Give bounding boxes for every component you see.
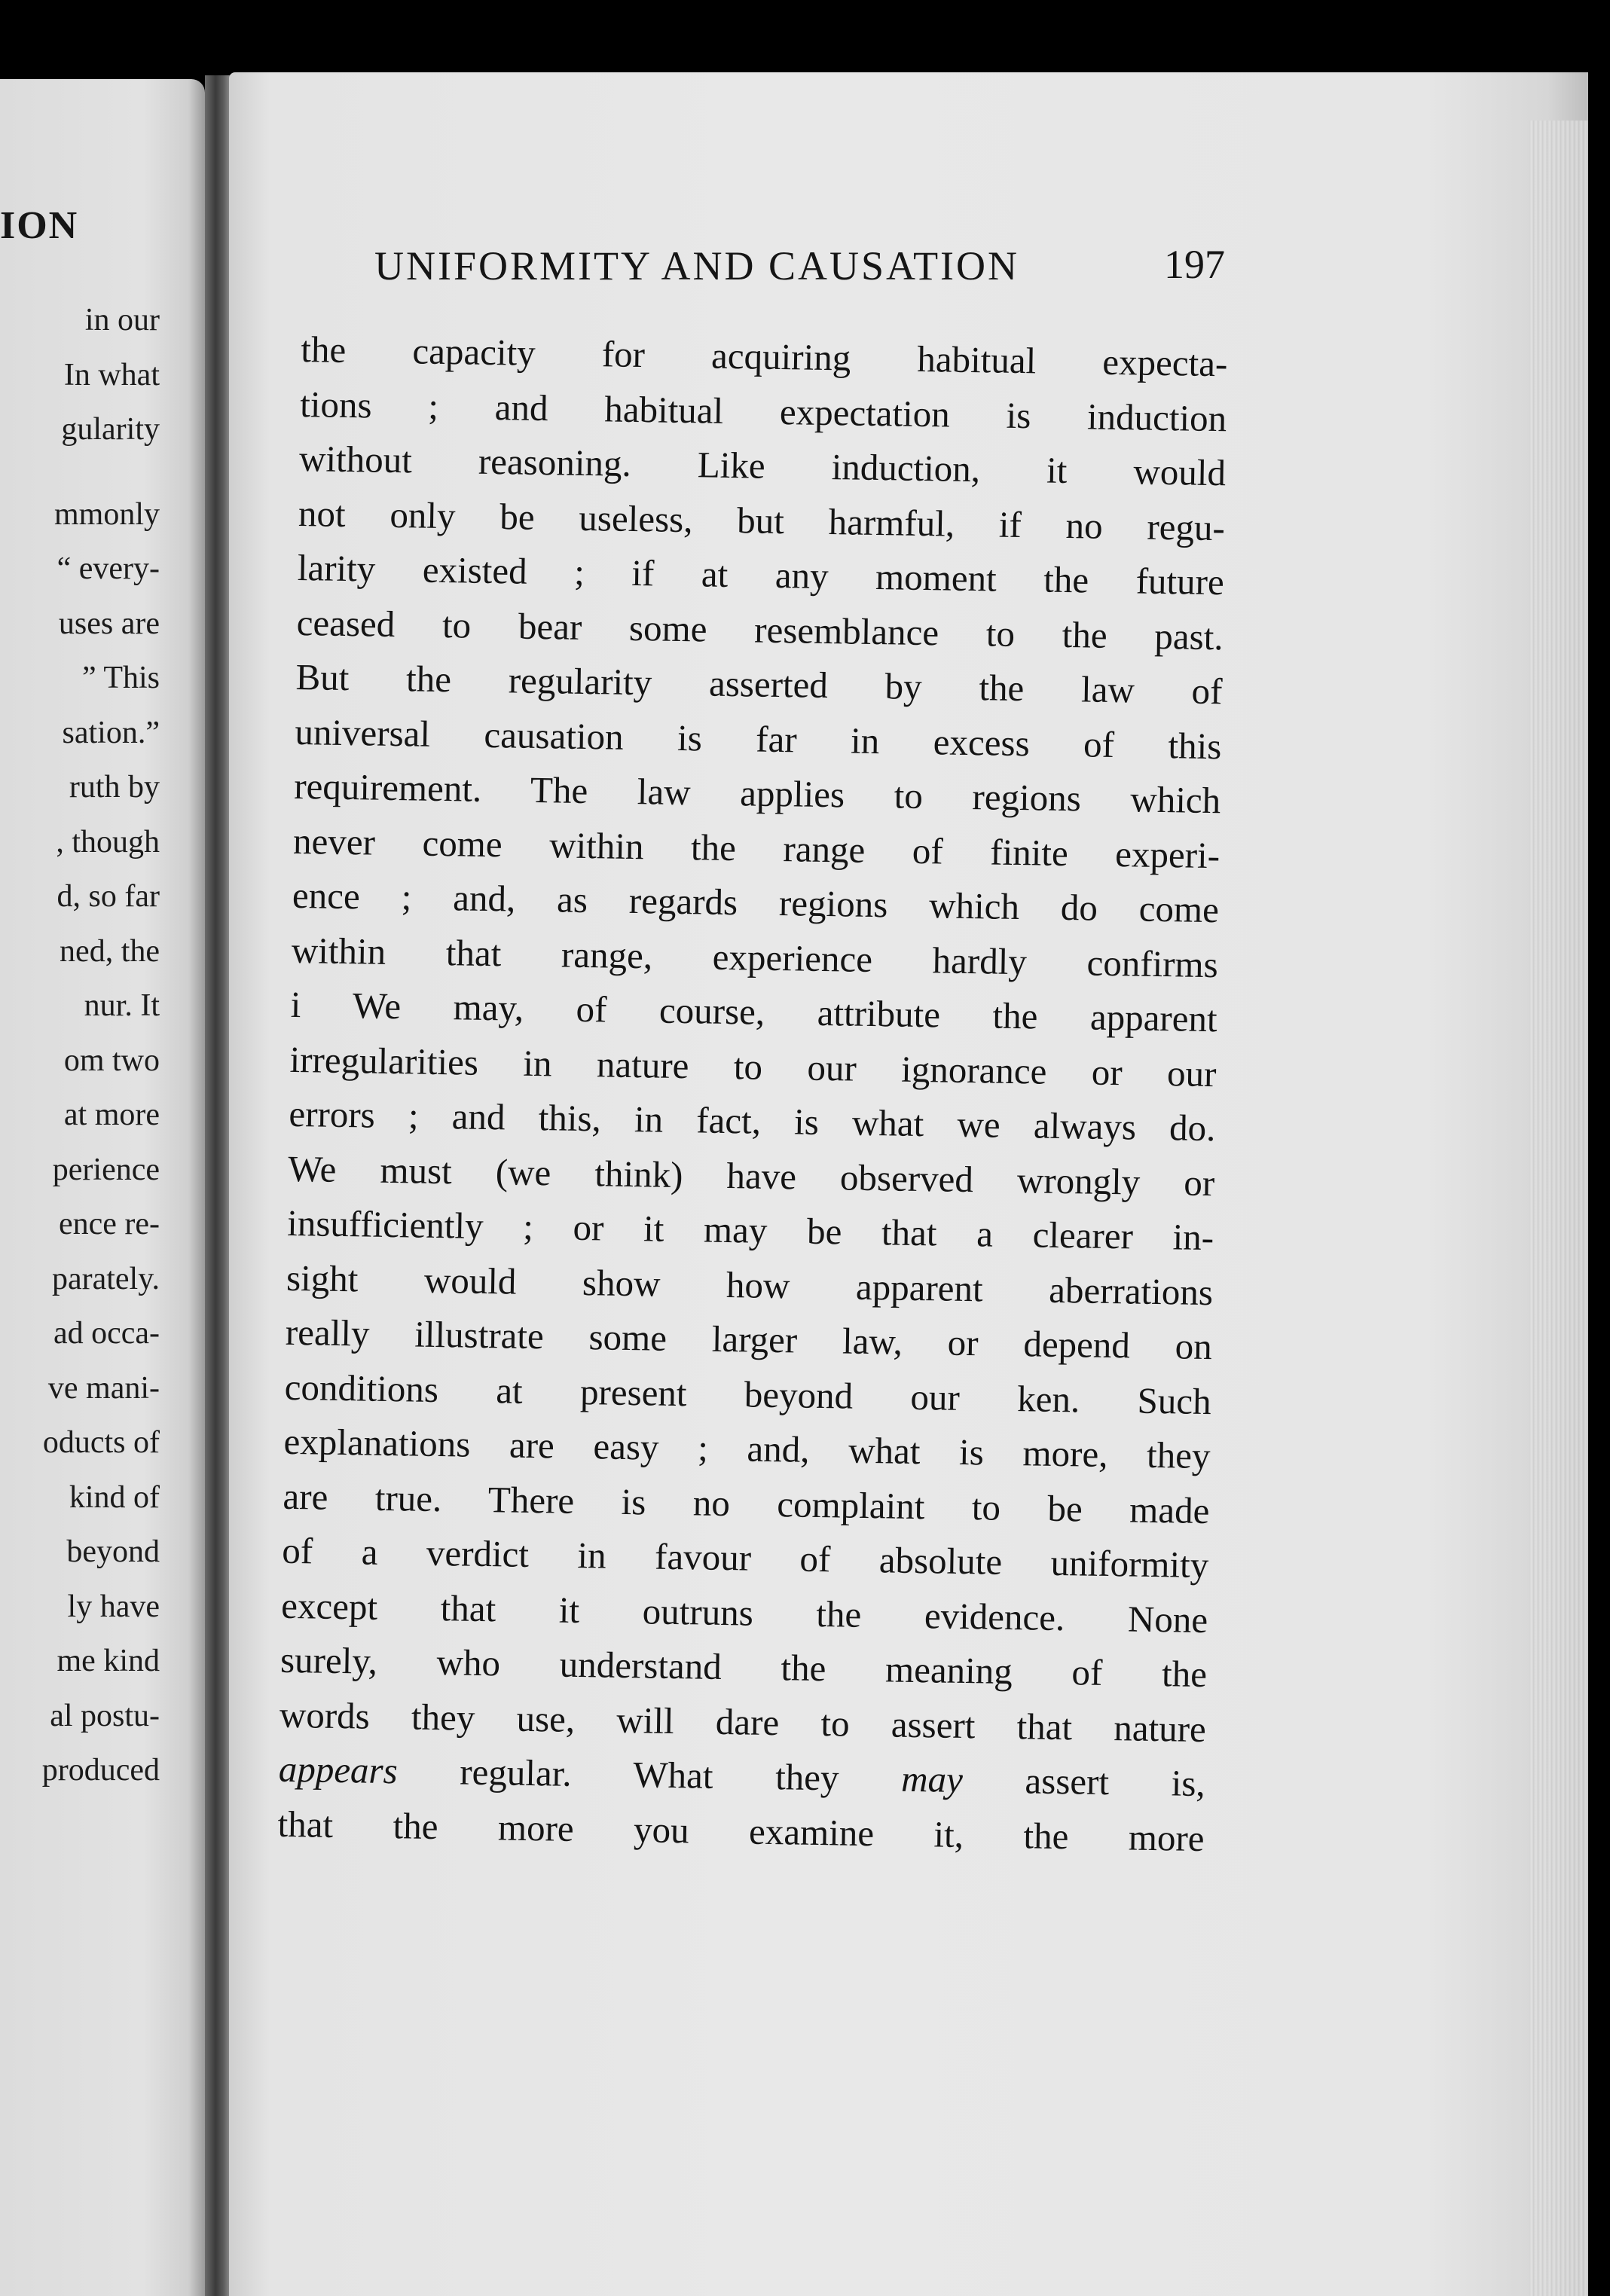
left-text-line: al postu-	[50, 1698, 160, 1733]
left-page-header: ION	[0, 204, 79, 247]
text-line: insufficiently ; or it may be that a clearer in-	[286, 1201, 1214, 1259]
left-text-line: ” This	[81, 661, 160, 695]
left-text-line: kind of	[69, 1479, 160, 1515]
text-line: the capacity for acquiring habitual expecta-	[301, 328, 1228, 385]
text-line: We must (we think) have observed wrongly or	[287, 1147, 1215, 1204]
left-text-line: , though	[56, 824, 160, 859]
left-text-line: nur. It	[84, 988, 160, 1023]
text-line: of a verdict in favour of absolute uniformity	[281, 1529, 1209, 1586]
left-text-line: at more	[63, 1098, 160, 1132]
left-text-line: d, so far	[57, 879, 160, 914]
text-line: within that range, experience hardly confirms	[291, 929, 1219, 985]
left-text-line: sation.”	[62, 715, 160, 750]
left-text-line: oducts of	[42, 1425, 160, 1460]
page-edges	[1529, 121, 1588, 2296]
text-line: requirement. The law applies to regions which	[293, 765, 1221, 822]
text-line: universal causation is far in excess of this	[295, 710, 1222, 767]
left-text-line: mmonly	[53, 496, 160, 532]
text-line: without reasoning. Like induction, it would	[298, 437, 1227, 494]
text-line: But the regularity asserted by the law of	[295, 655, 1223, 713]
italic-word: appears	[278, 1748, 399, 1792]
text-line: conditions at present beyond our ken. Such	[284, 1366, 1212, 1422]
text-span: regular. What they	[397, 1750, 902, 1800]
left-text-line: me kind	[57, 1644, 160, 1678]
left-page-text	[0, 293, 160, 1798]
text-line: larity existed ; if at any moment the future	[297, 546, 1225, 603]
left-text-line: gularity	[61, 412, 160, 447]
left-text-line: ly have	[67, 1589, 160, 1624]
text-span: assert is,	[962, 1759, 1206, 1805]
text-line: explanations are easy ; and, what is more, they	[283, 1420, 1211, 1477]
left-text-line: beyond	[66, 1534, 160, 1569]
left-text-line: ned, the	[60, 933, 160, 969]
text-line: except that it outruns the evidence. None	[280, 1584, 1208, 1641]
text-line: surely, who understand the meaning of the	[280, 1638, 1208, 1696]
left-text-line: uses are	[58, 606, 160, 641]
text-line: really illustrate some larger law, or depend on	[285, 1311, 1213, 1368]
left-text-line: ad occa-	[53, 1316, 160, 1351]
text-line: that the more you examine it, the more	[277, 1803, 1205, 1859]
text-line: errors ; and this, in fact, is what we always do.	[289, 1092, 1216, 1150]
left-text-line: ence re-	[58, 1207, 160, 1241]
running-head: UNIFORMITY AND CAUSATION	[374, 243, 1020, 289]
text-line: tions ; and habitual expectation is induction	[299, 383, 1227, 439]
text-line: not only be useless, but harmful, if no regu-	[298, 492, 1226, 548]
left-text-line: produced	[41, 1753, 160, 1788]
text-line: sight would show how apparent aberrations	[286, 1256, 1214, 1313]
page-number: 197	[1164, 242, 1225, 287]
body-text	[277, 322, 1228, 1866]
left-text-line: In what	[63, 357, 160, 392]
left-text-line: “ every-	[57, 551, 160, 586]
book-gutter	[205, 75, 232, 2296]
text-line: words they use, will dare to assert that nature	[279, 1693, 1207, 1750]
left-text-line: in our	[84, 303, 160, 337]
text-line: irregularities in nature to our ignorance or our	[289, 1038, 1217, 1095]
left-text-line: perience	[52, 1152, 160, 1187]
left-text-line: ruth by	[69, 770, 160, 805]
text-line: never come within the range of finite experi-	[292, 820, 1220, 876]
text-line: ence ; and, as regards regions which do come	[292, 874, 1220, 931]
text-line: ceased to bear some resemblance to the past.	[296, 601, 1224, 658]
text-line: are true. There is no complaint to be made	[283, 1475, 1210, 1531]
left-page	[0, 79, 205, 2296]
left-text-line: parately.	[51, 1261, 160, 1296]
left-text-line: ve mani-	[47, 1370, 160, 1406]
text-line: i We may, of course, attribute the apparent	[290, 983, 1218, 1040]
left-text-line: om two	[63, 1043, 160, 1078]
italic-word: may	[900, 1757, 964, 1801]
